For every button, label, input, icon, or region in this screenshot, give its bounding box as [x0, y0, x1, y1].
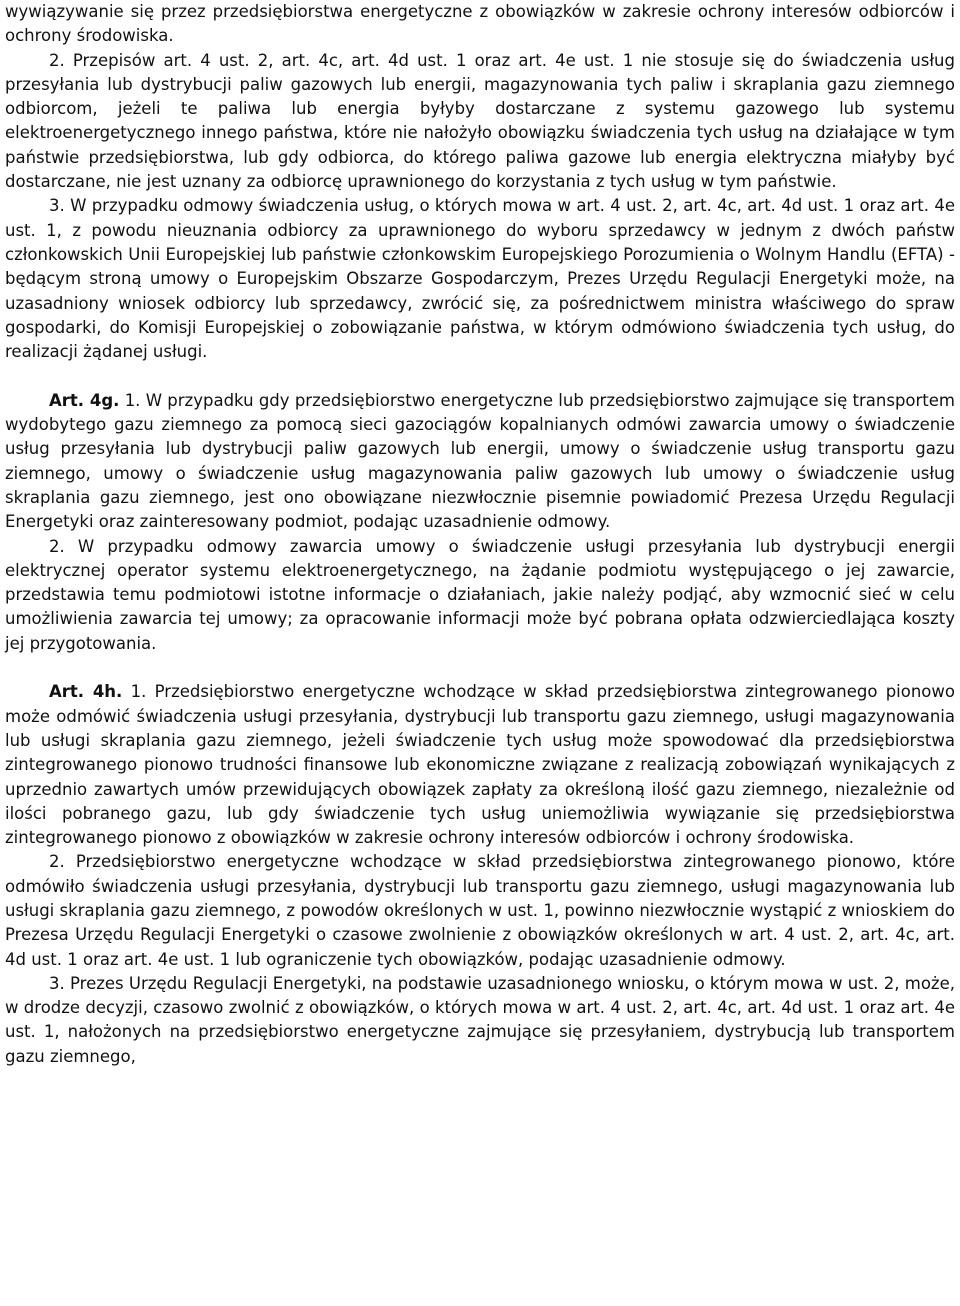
art-4h-paragraph-1-text: 1. Przedsiębiorstwo energetyczne wchodzące w skład przedsiębiorstwa zintegrowanego pionowo może odmówić świadczenia usługi przesyłania, dystrybucji lub transportu gazu ziemnego, usługi magazynowania lub usługi skraplania gazu ziemnego, jeżeli świadczenie tych usług może spowodować dla przedsiębiorstwa zintegrowanego pionowo trudności finansowe lub ekonomiczne związane z realizacją zobowiązań wynikających z uprzednio zawartych umów przewidujących obowiązek zapłaty za określoną ilość gazu ziemnego, niezależnie od ilości pobranego gazu, lub gdy świadczenie tych usług uniemożliwia wywiązanie się przedsiębiorstwa zintegrowanego pionowo z obowiązków w zakresie ochrony interesów odbiorców i ochrony środowiska.	[5, 682, 955, 848]
paragraph-spacer	[5, 656, 955, 680]
art-4h-label: Art. 4h.	[49, 682, 123, 702]
top-fragment-paragraph: wywiązywanie się przez przedsiębiorstwa energetyczne z obowiązków w zakresie ochrony interesów odbiorców i ochrony środowiska.	[5, 2, 955, 46]
art-4g-paragraph-1	[5, 389, 955, 535]
paragraph-spacer	[5, 364, 955, 388]
art-4g-paragraph-1-text: 1. W przypadku gdy przedsiębiorstwo energetyczne lub przedsiębiorstwo zajmujące się transportem wydobytego gazu ziemnego za pomocą sieci gazociągów kopalnianych odmówi zawarcia umowy o świadczenie usług przesyłania lub dystrybucji paliw gazowych lub energii, umowy o świadczenie usług transportu gazu ziemnego, umowy o świadczenie usług magazynowania paliw gazowych lub umowy o świadczenie usług skraplania gazu ziemnego, jest ono obowiązane niezwłocznie pisemnie powiadomić Prezesa Urzędu Regulacji Energetyki oraz zainteresowany podmiot, podając uzasadnienie odmowy.	[5, 390, 955, 532]
document-page	[5, 0, 955, 1069]
art-4h-paragraph-3: 3. Prezes Urzędu Regulacji Energetyki, na podstawie uzasadnionego wniosku, o którym mowa w ust. 2, może, w drodze decyzji, czasowo zwolnić z obowiązków, o których mowa w art. 4 ust. 2, art. 4c, art. 4d ust. 1 oraz art. 4e ust. 1, nałożonych na przedsiębiorstwo energetyczne zajmujące się przesyłaniem, dystrybucją lub transportem gazu ziemnego,	[5, 973, 955, 1066]
art-4h-paragraph-1	[5, 680, 955, 850]
art-4f-paragraph-2: 2. Przepisów art. 4 ust. 2, art. 4c, art. 4d ust. 1 oraz art. 4e ust. 1 nie stosuje się do świadczenia usług przesyłania lub dystrybucji paliw gazowych lub energii, magazynowania tych paliw i skraplania gazu ziemnego odbiorcom, jeżeli te paliwa lub energia byłyby dostarczane z systemu gazowego lub systemu elektroenergetycznego innego państwa, które nie nałożyło obowiązku świadczenia tych usług na działające w tym państwie przedsiębiorstwa, lub gdy odbiorca, do którego paliwa gazowe lub energia elektryczna miałyby być dostarczane, nie jest uznany za odbiorcę uprawnionego do korzystania z tych usług w tym państwie.	[5, 50, 955, 192]
art-4h-paragraph-2: 2. Przedsiębiorstwo energetyczne wchodzące w skład przedsiębiorstwa zintegrowanego pionowo, które odmówiło świadczenia usługi przesyłania, dystrybucji lub transportu gazu ziemnego, usługi magazynowania lub usługi skraplania gazu ziemnego, z powodów określonych w ust. 1, powinno niezwłocznie wystąpić z wnioskiem do Prezesa Urzędu Regulacji Energetyki o czasowe zwolnienie z obowiązków określonych w art. 4 ust. 2, art. 4c, art. 4d ust. 1 oraz art. 4e ust. 1 lub ograniczenie tych obowiązków, podając uzasadnienie odmowy.	[5, 852, 955, 969]
art-4g-paragraph-2: 2. W przypadku odmowy zawarcia umowy o świadczenie usługi przesyłania lub dystrybucji energii elektrycznej operator systemu elektroenergetycznego, na żądanie podmiotu występującego o jej zawarcie, przedstawia temu podmiotowi istotne informacje o działaniach, jakie należy podjąć, aby wzmocnić sieć w celu umożliwienia zawarcia tej umowy; za opracowanie informacji może być pobrana opłata odzwierciedlająca koszty jej przygotowania.	[5, 536, 955, 653]
art-4g-label: Art. 4g.	[49, 390, 120, 410]
art-4f-paragraph-3: 3. W przypadku odmowy świadczenia usług, o których mowa w art. 4 ust. 2, art. 4c, art. 4d ust. 1 oraz art. 4e ust. 1, z powodu nieuznania odbiorcy za uprawnionego do wyboru sprzedawcy w jednym z dwóch państw członkowskich Unii Europejskiej lub państwie członkowskim Europejskiego Porozumienia o Wolnym Handlu (EFTA) - będącym stroną umowy o Europejskim Obszarze Gospodarczym, Prezes Urzędu Regulacji Energetyki może, na uzasadniony wniosek odbiorcy lub sprzedawcy, zwrócić się, za pośrednictwem ministra właściwego do spraw gospodarki, do Komisji Europejskiej o zobowiązanie państwa, w którym odmówiono świadczenia tych usług, do realizacji żądanej usługi.	[5, 196, 955, 362]
